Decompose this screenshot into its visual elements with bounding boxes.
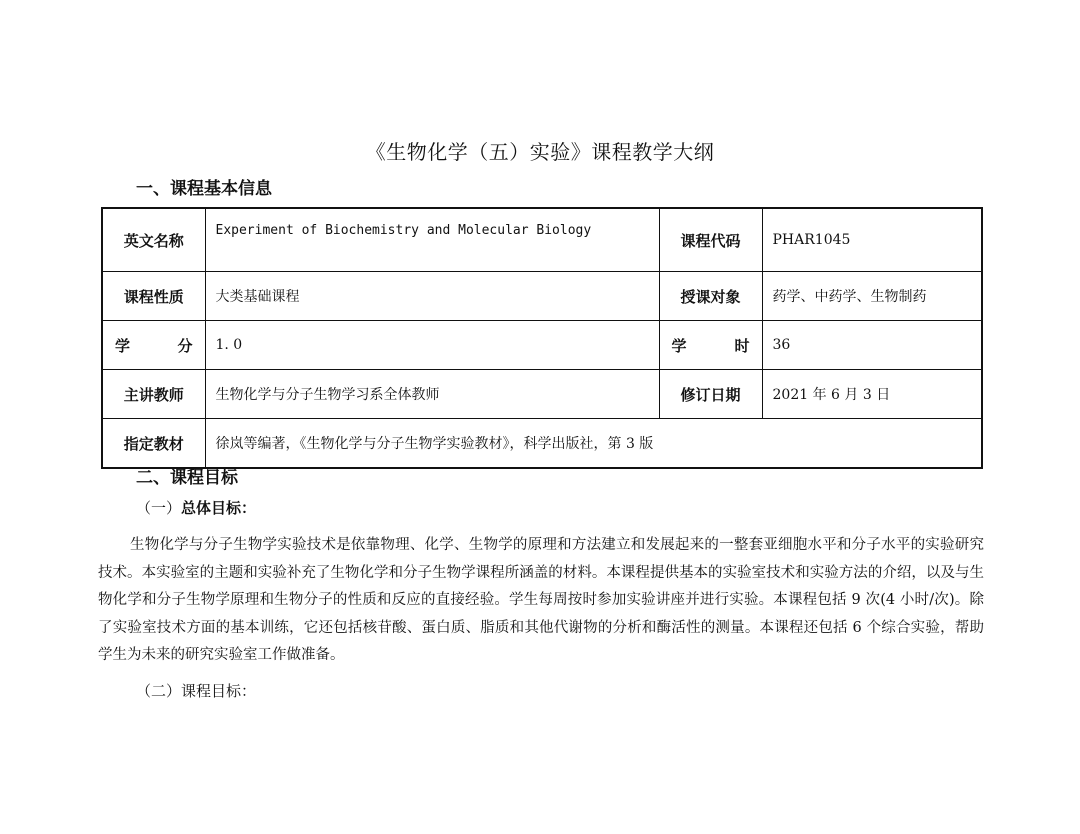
value-course-code: PHAR1045 xyxy=(762,208,982,272)
value-english-name: Experiment of Biochemistry and Molecular Biology xyxy=(205,208,659,272)
subheading-overall-goal-text: 总体目标： xyxy=(181,499,257,517)
section-heading-basic-info: 一、课程基本信息 xyxy=(136,179,272,199)
value-hours: 36 xyxy=(762,321,982,370)
label-course-nature: 课程性质 xyxy=(102,272,205,321)
value-course-nature: 大类基础课程 xyxy=(205,272,659,321)
value-textbook: 徐岚等编著，《生物化学与分子生物学实验教材》，科学出版社，第 3 版 xyxy=(205,419,982,469)
subheading-course-goals: （二）课程目标： xyxy=(136,682,257,700)
value-credits: 1. 0 xyxy=(205,321,659,370)
label-credits-char1: 学 xyxy=(115,336,131,355)
label-credits-char2: 分 xyxy=(177,336,193,355)
label-audience: 授课对象 xyxy=(659,272,762,321)
subheading-overall-goal-prefix: （一） xyxy=(136,499,182,517)
table-row xyxy=(102,272,982,321)
label-course-code: 课程代码 xyxy=(659,208,762,272)
value-revision-date: 2021 年 6 月 3 日 xyxy=(762,370,982,419)
label-instructor: 主讲教师 xyxy=(102,370,205,419)
value-instructor: 生物化学与分子生物学习系全体教师 xyxy=(205,370,659,419)
label-textbook: 指定教材 xyxy=(102,419,205,469)
table-row xyxy=(102,370,982,419)
overall-goal-paragraph: 生物化学与分子生物学实验技术是依靠物理、化学、生物学的原理和方法建立和发展起来的一整套亚细胞水平和分子水平的实验研究技术。本实验室的主题和实验补充了生物化学和分子生物学课程所涵盖的材料。本课程提供基本的实验室技术和实验方法的介绍，以及与生物化学和分子生物学原理和生物分子的性质和反应的直接经验。学生每周按时参加实验讲座并进行实验。本课程包括 9 次(4 小时/次)。除了实验室技术方面的基本训练，它还包括核苷酸、蛋白质、脂质和其他代谢物的分析和酶活性的测量。本课程还包括 6 个综合实验，帮助学生为未来的研究实验室工作做准备。 xyxy=(98,537,984,663)
label-english-name: 英文名称 xyxy=(102,208,205,272)
section-heading-objectives: 二、课程目标 xyxy=(136,468,238,488)
table-row xyxy=(102,208,982,272)
label-hours-char2: 时 xyxy=(734,336,750,355)
course-info-table xyxy=(101,207,983,469)
table-row xyxy=(102,419,982,469)
value-audience: 药学、中药学、生物制药 xyxy=(762,272,982,321)
label-hours-char1: 学 xyxy=(671,336,687,355)
document-title: 《生物化学（五）实验》课程教学大纲 xyxy=(365,140,715,164)
label-credits xyxy=(102,321,205,370)
label-hours xyxy=(659,321,762,370)
table-row xyxy=(102,321,982,370)
label-revision-date: 修订日期 xyxy=(659,370,762,419)
subheading-overall-goal xyxy=(136,497,256,518)
